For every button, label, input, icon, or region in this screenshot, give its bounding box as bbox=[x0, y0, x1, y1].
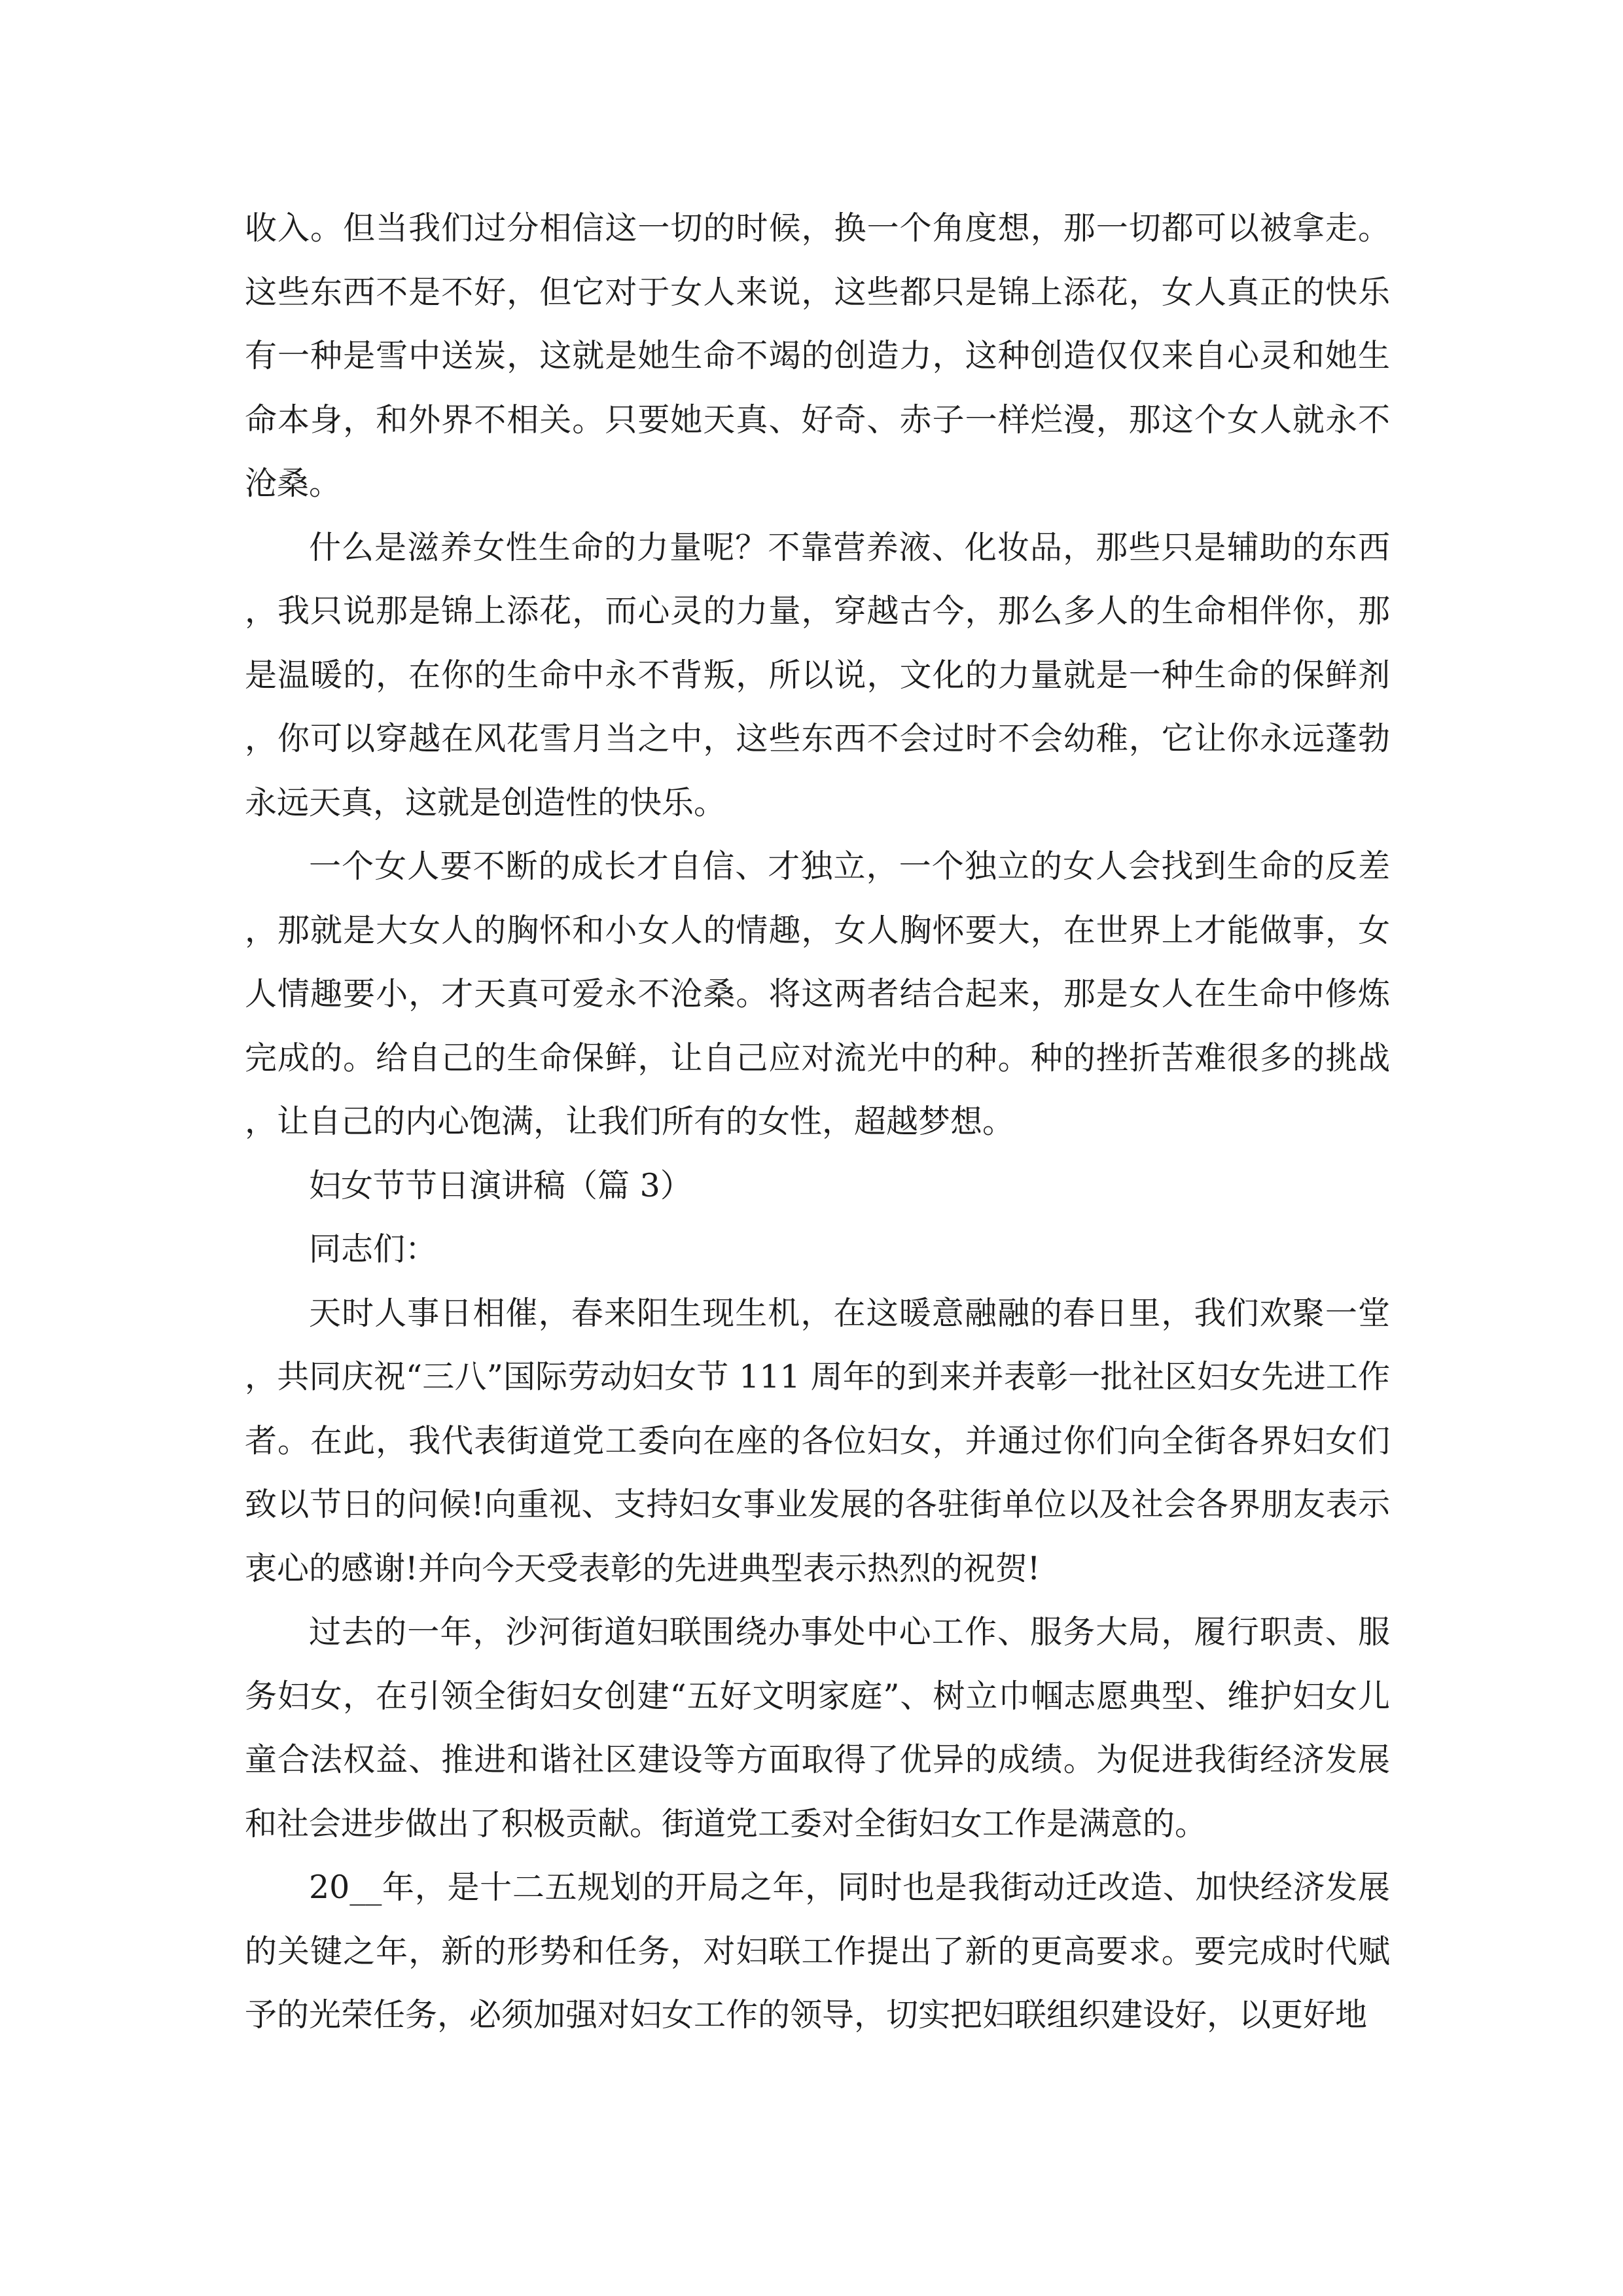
paragraph-3: 一个女人要不断的成长才自信、才独立，一个独立的女人会找到生命的反差，那就是大女人的胸怀和小女人的情趣，女人胸怀要大，在世界上才能做事，女人情趣要小，才天真可爱永不沧桑。将这两者结合起来，那是女人在生命中修炼完成的。给自己的生命保鲜，让自己应对流光中的种。种的挫折苦难很多的挑战，让自己的内心饱满，让我们所有的女性，超越梦想。 bbox=[245, 848, 1390, 1140]
paragraph-4: 天时人事日相催，春来阳生现生机，在这暖意融融的春日里，我们欢聚一堂，共同庆祝“三八”国际劳动妇女节 111 周年的到来并表彰一批社区妇女先进工作者。在此，我代表街道党工委向在座的各位妇女，并通过你们向全街各界妇女们致以节日的问候!向重视、支持妇女事业发展的各驻街单位以及社会各界朋友表示衷心的感谢!并向今天受表彰的先进典型表示热烈的祝贺! bbox=[245, 1294, 1390, 1587]
paragraph-6: 20__年，是十二五规划的开局之年，同时也是我街动迁改造、加快经济发展的关键之年，新的形势和任务，对妇联工作提出了新的更高要求。要完成时代赋予的光荣任务，必须加强对妇女工作的领导，切实把妇联组织建设好，以更好地 bbox=[245, 1869, 1390, 2034]
salutation: 同志们： bbox=[309, 1230, 438, 1268]
section-heading: 妇女节节日演讲稿（篇 3） bbox=[309, 1166, 692, 1204]
document-body bbox=[245, 196, 1390, 2047]
paragraph-5: 过去的一年，沙河街道妇联围绕办事处中心工作、服务大局，履行职责、服务妇女，在引领全街妇女创建“五好文明家庭”、树立巾帼志愿典型、维护妇女儿童合法权益、推进和谐社区建设等方面取得了优异的成绩。为促进我街经济发展和社会进步做出了积极贡献。街道党工委对全街妇女工作是满意的。 bbox=[245, 1613, 1390, 1842]
paragraph-1: 收入。但当我们过分相信这一切的时候，换一个角度想，那一切都可以被拿走。这些东西不是不好，但它对于女人来说，这些都只是锦上添花，女人真正的快乐有一种是雪中送炭，这就是她生命不竭的创造力，这种创造仅仅来自心灵和她生命本身，和外界不相关。只要她天真、好奇、赤子一样烂漫，那这个女人就永不沧桑。 bbox=[245, 209, 1390, 502]
paragraph-2: 什么是滋养女性生命的力量呢？不靠营养液、化妆品，那些只是辅助的东西，我只说那是锦上添花，而心灵的力量，穿越古今，那么多人的生命相伴你，那是温暖的，在你的生命中永不背叛，所以说，文化的力量就是一种生命的保鲜剂，你可以穿越在风花雪月当之中，这些东西不会过时不会幼稚，它让你永远蓬勃永远天真，这就是创造性的快乐。 bbox=[245, 528, 1390, 821]
